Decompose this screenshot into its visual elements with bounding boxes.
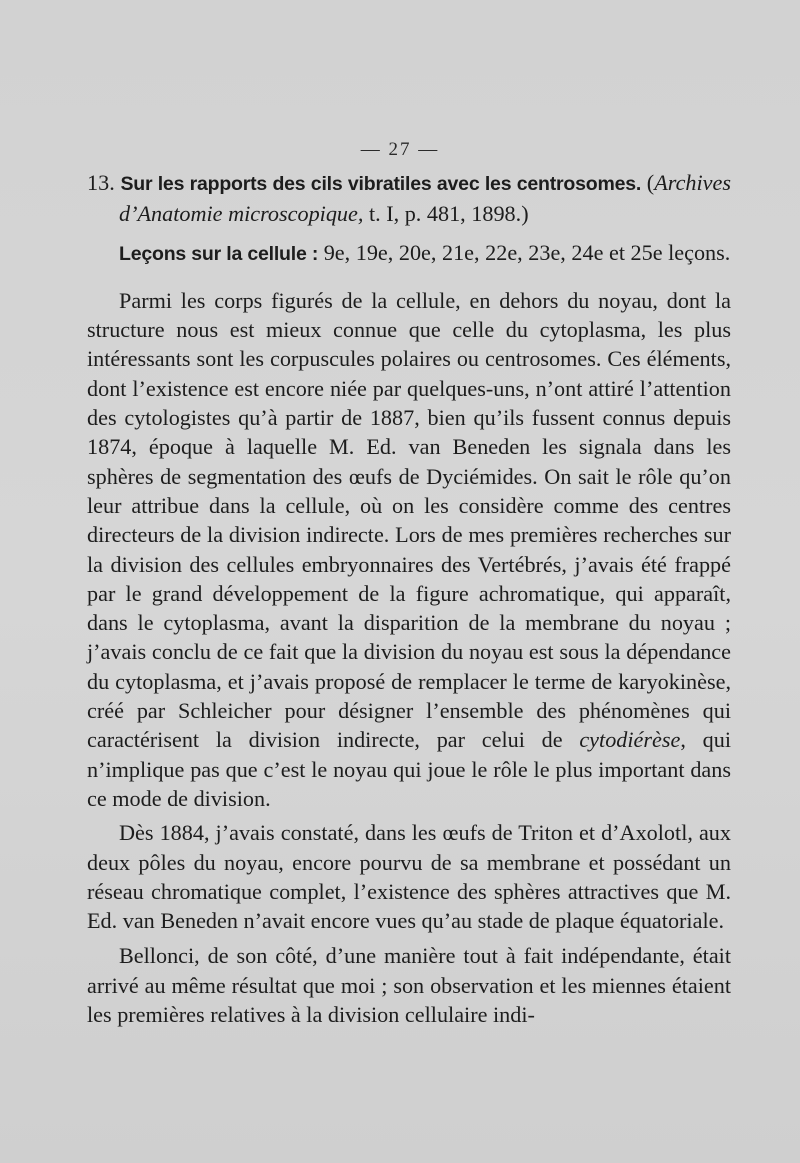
entry-details: t. I, p. 481, 1898.): [363, 201, 529, 227]
paragraph-2: Dès 1884, j’avais constaté, dans les œufs de Triton et d’Axolotl, aux deux pôles du noyau, encore pourvu de sa membrane et possédant un réseau chromatique complet, l’existence des sphères attractives que M. Ed. van Beneden n’avait encore vues qu’au stade de plaque équatoriale.: [87, 820, 731, 934]
lecons-line: [87, 238, 731, 269]
paragraph-1-text: Parmi les corps figurés de la cellule, en dehors du noyau, dont la structure nous est mieux connue que celle du cytoplasma, les plus intéressants sont les corpuscules polaires ou centrosomes. Ces éléments, dont l’existence est encore niée par quelques-uns, n’ont attiré l’attention des cytologistes qu’à partir de 1887, bien qu’ils fussent connus depuis 1874, époque à laquelle M. Ed. van Beneden les signala dans les sphères de segmentation des œufs de Dyciémides. On sait le rôle qu’on leur attribue dans la cellule, où on les considère comme des centres directeurs de la division indirecte. Lors de mes premières recherches sur la division des cellules embryonnaires des Vertébrés, j’avais été frappé par le grand développement de la figure achromatique, qui apparaît, dans le cytoplasma, avant la disparition de la membrane du noyau ; j’avais conclu de ce fait que la division du noyau est sous la dépendance du cytoplasma, et j’avais proposé de remplacer le terme de karyokinèse, créé par Schleicher pour désigner l’ensemble des phénomènes qui caractérisent la division indirecte, par celui de: [87, 287, 731, 753]
italic-term: cytodiérèse: [579, 727, 681, 753]
entry-source-open: (: [641, 170, 655, 195]
entry-number: 13.: [87, 170, 115, 195]
entry-title: Sur les rapports des cils vibratiles avec les centrosomes.: [120, 173, 642, 195]
bibliography-entry: [87, 168, 731, 229]
lecons-title: Leçons sur la cellule :: [119, 242, 319, 265]
page-body: [87, 168, 731, 1029]
entry-journal: Archives d’Anatomie microscopique,: [119, 170, 732, 227]
paragraph-1: [87, 286, 731, 813]
paragraph-3: Bellonci, de son côté, d’une manière tout à fait indépendante, était arrivé au même résultat que moi ; son observation et les miennes étaient les premières relatives à la division cellulaire indi-: [87, 943, 731, 1028]
page-number: — 27 —: [360, 139, 440, 160]
paragraph-1-text-end: , qui n’implique pas que c’est le noyau qui joue le rôle le plus important dans ce mode de division.: [87, 727, 731, 811]
lecons-text: 9e, 19e, 20e, 21e, 22e, 23e, 24e et 25e leçons.: [318, 239, 731, 265]
